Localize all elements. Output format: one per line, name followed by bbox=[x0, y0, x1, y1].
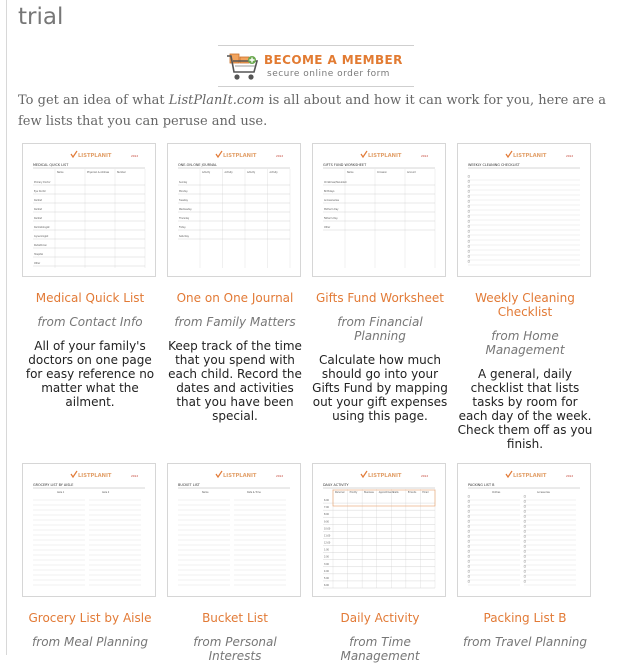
svg-text:2012: 2012 bbox=[276, 154, 284, 158]
svg-text:2012: 2012 bbox=[276, 474, 284, 478]
svg-text:GIFTS FUND WORKSHEET: GIFTS FUND WORKSHEET bbox=[323, 163, 367, 167]
become-member-banner[interactable] bbox=[218, 45, 414, 87]
list-category: from Personal Interests bbox=[193, 635, 277, 663]
svg-text:Aisle 2: Aisle 2 bbox=[102, 491, 110, 494]
list-card-gifts-fund-worksheet bbox=[312, 143, 448, 423]
svg-text:Wednesday: Wednesday bbox=[179, 208, 192, 211]
svg-text:Pediatrician: Pediatrician bbox=[34, 244, 47, 247]
svg-text:LISTPLANIT: LISTPLANIT bbox=[78, 153, 112, 159]
list-thumbnail[interactable] bbox=[312, 463, 446, 597]
list-description: Calculate how much should go into your Gifts Fund by mapping out your gift expenses using this page. bbox=[312, 353, 448, 423]
list-title-link[interactable]: Medical Quick List bbox=[35, 291, 145, 305]
list-thumbnail[interactable] bbox=[457, 463, 591, 597]
svg-text:Date & Time: Date & Time bbox=[247, 491, 261, 494]
svg-text:1:00: 1:00 bbox=[324, 548, 329, 552]
list-thumbnail[interactable] bbox=[167, 463, 301, 597]
list-title-link[interactable]: Gifts Fund Worksheet bbox=[315, 291, 445, 305]
svg-text:Dentist: Dentist bbox=[34, 199, 42, 202]
list-preview-image bbox=[172, 468, 296, 592]
list-description: A general, daily checklist that lists tasks by room for each day of the week. Check them off as you finish. bbox=[457, 367, 593, 451]
list-title-link[interactable]: Daily Activity bbox=[340, 611, 420, 625]
svg-text:Dentist: Dentist bbox=[34, 208, 42, 211]
list-category: from Family Matters bbox=[174, 315, 296, 329]
svg-text:5:00: 5:00 bbox=[324, 576, 329, 580]
svg-text:Father's Day: Father's Day bbox=[324, 217, 338, 220]
list-preview-image bbox=[462, 148, 586, 272]
svg-text:PACKING LIST B: PACKING LIST B bbox=[468, 483, 495, 487]
svg-text:GROCERY LIST BY AISLE: GROCERY LIST BY AISLE bbox=[33, 483, 74, 487]
svg-text:Aisle 1: Aisle 1 bbox=[57, 491, 65, 494]
list-card-grocery-list-by-aisle bbox=[22, 463, 158, 649]
svg-text:Name: Name bbox=[202, 491, 209, 494]
list-title-link[interactable]: One on One Journal bbox=[176, 291, 294, 305]
intro-text bbox=[18, 90, 618, 132]
svg-text:9:00: 9:00 bbox=[324, 520, 329, 524]
list-category: from Financial Planning bbox=[337, 315, 423, 343]
svg-text:LISTPLANIT: LISTPLANIT bbox=[223, 153, 257, 159]
list-description: All of your family's doctors on one page for easy reference no matter what the ailment. bbox=[25, 339, 155, 409]
svg-text:2012: 2012 bbox=[421, 154, 429, 158]
banner-headline: BECOME A MEMBER bbox=[264, 53, 403, 67]
svg-text:Other: Other bbox=[324, 226, 331, 229]
svg-text:12:00: 12:00 bbox=[324, 541, 331, 545]
svg-text:Other: Other bbox=[34, 262, 41, 265]
svg-text:Accessories: Accessories bbox=[537, 491, 550, 494]
svg-text:Appointments: Appointments bbox=[378, 491, 395, 494]
svg-text:8:00: 8:00 bbox=[324, 513, 329, 517]
list-card-daily-activity bbox=[312, 463, 448, 663]
svg-text:3:00: 3:00 bbox=[324, 562, 329, 566]
svg-text:MEDICAL QUICK LIST: MEDICAL QUICK LIST bbox=[33, 163, 69, 167]
svg-text:Saturday: Saturday bbox=[179, 235, 189, 238]
svg-text:Monday: Monday bbox=[179, 190, 188, 193]
svg-text:Name: Name bbox=[347, 171, 354, 174]
svg-text:Activity: Activity bbox=[269, 171, 278, 174]
svg-text:Amount: Amount bbox=[407, 171, 416, 174]
svg-text:Activity: Activity bbox=[247, 171, 256, 174]
svg-text:Personal: Personal bbox=[335, 491, 345, 494]
svg-text:Primary Doctor: Primary Doctor bbox=[34, 181, 51, 184]
list-card-packing-list-b bbox=[457, 463, 593, 649]
list-card-bucket-list bbox=[167, 463, 303, 663]
svg-text:10:00: 10:00 bbox=[324, 527, 331, 531]
list-preview-image bbox=[317, 148, 441, 272]
svg-text:Number: Number bbox=[117, 171, 126, 174]
svg-text:2012: 2012 bbox=[131, 474, 139, 478]
svg-text:Priority: Priority bbox=[349, 491, 358, 494]
svg-text:2012: 2012 bbox=[421, 474, 429, 478]
content-left-border bbox=[6, 0, 7, 655]
list-thumbnail[interactable] bbox=[22, 143, 156, 277]
svg-text:2012: 2012 bbox=[566, 154, 574, 158]
svg-text:Dentist: Dentist bbox=[34, 217, 42, 220]
svg-text:LISTPLANIT: LISTPLANIT bbox=[368, 473, 402, 479]
svg-text:2012: 2012 bbox=[131, 154, 139, 158]
svg-text:6:00: 6:00 bbox=[324, 499, 329, 503]
svg-text:LISTPLANIT: LISTPLANIT bbox=[368, 153, 402, 159]
list-thumbnail[interactable] bbox=[167, 143, 301, 277]
list-thumbnail[interactable] bbox=[22, 463, 156, 597]
svg-text:DAILY ACTIVITY: DAILY ACTIVITY bbox=[323, 483, 349, 487]
svg-text:Calls: Calls bbox=[393, 491, 399, 494]
svg-text:4:00: 4:00 bbox=[324, 569, 329, 573]
page-title: trial bbox=[18, 4, 64, 30]
svg-text:11:00: 11:00 bbox=[324, 534, 331, 538]
list-card-medical-quick-list bbox=[22, 143, 158, 409]
list-category: from Contact Info bbox=[37, 315, 143, 329]
list-thumbnail[interactable] bbox=[312, 143, 446, 277]
svg-text:Sunday: Sunday bbox=[179, 181, 188, 184]
svg-text:Errands: Errands bbox=[407, 491, 417, 494]
list-preview-image bbox=[172, 148, 296, 272]
intro-before: To get an idea of what bbox=[18, 93, 169, 108]
svg-text:Birthdays: Birthdays bbox=[324, 190, 335, 193]
svg-text:LISTPLANIT: LISTPLANIT bbox=[78, 473, 112, 479]
banner-subline: secure online order form bbox=[267, 69, 390, 79]
svg-text:Thursday: Thursday bbox=[179, 217, 190, 220]
svg-text:LISTPLANIT: LISTPLANIT bbox=[223, 473, 257, 479]
svg-text:6:00: 6:00 bbox=[324, 584, 329, 587]
list-description: Keep track of the time that you spend with each child. Record the dates and activities that you have been special. bbox=[168, 339, 302, 423]
svg-text:BUCKET LIST: BUCKET LIST bbox=[178, 483, 200, 487]
shopping-cart-icon bbox=[226, 52, 260, 82]
svg-text:Dermatologist: Dermatologist bbox=[34, 226, 50, 229]
list-preview-image bbox=[317, 468, 441, 592]
list-title-link[interactable]: Grocery List by Aisle bbox=[28, 611, 152, 625]
svg-text:Tuesday: Tuesday bbox=[179, 199, 188, 202]
svg-text:2:00: 2:00 bbox=[324, 555, 329, 559]
intro-after: is all about and how it can work for you, here are a few lists that you can peruse and use. bbox=[18, 93, 606, 129]
list-title-link[interactable]: Bucket List bbox=[202, 611, 268, 625]
svg-text:Business: Business bbox=[364, 491, 374, 494]
list-category: from Travel Planning bbox=[462, 635, 587, 649]
svg-text:Eye Doctor: Eye Doctor bbox=[34, 190, 47, 193]
intro-site-name: ListPlanIt.com bbox=[168, 93, 265, 108]
list-category: from Meal Planning bbox=[32, 635, 148, 649]
list-preview-image bbox=[27, 468, 151, 592]
svg-text:Gynecologist: Gynecologist bbox=[34, 235, 49, 238]
list-thumbnail[interactable] bbox=[457, 143, 591, 277]
svg-text:Activity: Activity bbox=[224, 171, 233, 174]
svg-text:Christmas/Hanukkah: Christmas/Hanukkah bbox=[324, 181, 347, 184]
svg-text:WEEKLY CLEANING CHECKLIST: WEEKLY CLEANING CHECKLIST bbox=[468, 163, 520, 167]
svg-text:Anniversaries: Anniversaries bbox=[324, 199, 339, 202]
svg-text:Name: Name bbox=[57, 171, 64, 174]
list-card-weekly-cleaning-checklist bbox=[457, 143, 593, 451]
svg-text:ONE-ON-ONE JOURNAL: ONE-ON-ONE JOURNAL bbox=[178, 163, 217, 167]
list-title-link[interactable]: Packing List B bbox=[483, 611, 567, 625]
svg-text:Email: Email bbox=[422, 491, 429, 494]
svg-text:LISTPLANIT: LISTPLANIT bbox=[513, 473, 547, 479]
svg-text:2012: 2012 bbox=[566, 474, 574, 478]
svg-text:LISTPLANIT: LISTPLANIT bbox=[513, 153, 547, 159]
list-preview-image bbox=[27, 148, 151, 272]
list-preview-image bbox=[462, 468, 586, 592]
svg-text:7:00: 7:00 bbox=[324, 506, 329, 510]
svg-text:Mother's Day: Mother's Day bbox=[324, 208, 339, 211]
svg-text:Physician & Address: Physician & Address bbox=[87, 171, 110, 174]
list-card-one-on-one-journal bbox=[167, 143, 303, 423]
list-category: from Time Management bbox=[340, 635, 420, 663]
svg-text:Hospital: Hospital bbox=[34, 253, 43, 256]
svg-text:Friday: Friday bbox=[179, 226, 186, 229]
list-title-link[interactable]: Weekly Cleaning Checklist bbox=[475, 291, 575, 319]
list-category: from Home Management bbox=[485, 329, 565, 357]
svg-text:Activity: Activity bbox=[202, 171, 211, 174]
svg-text:Clothes: Clothes bbox=[492, 491, 501, 494]
svg-text:Occasion: Occasion bbox=[377, 171, 387, 174]
